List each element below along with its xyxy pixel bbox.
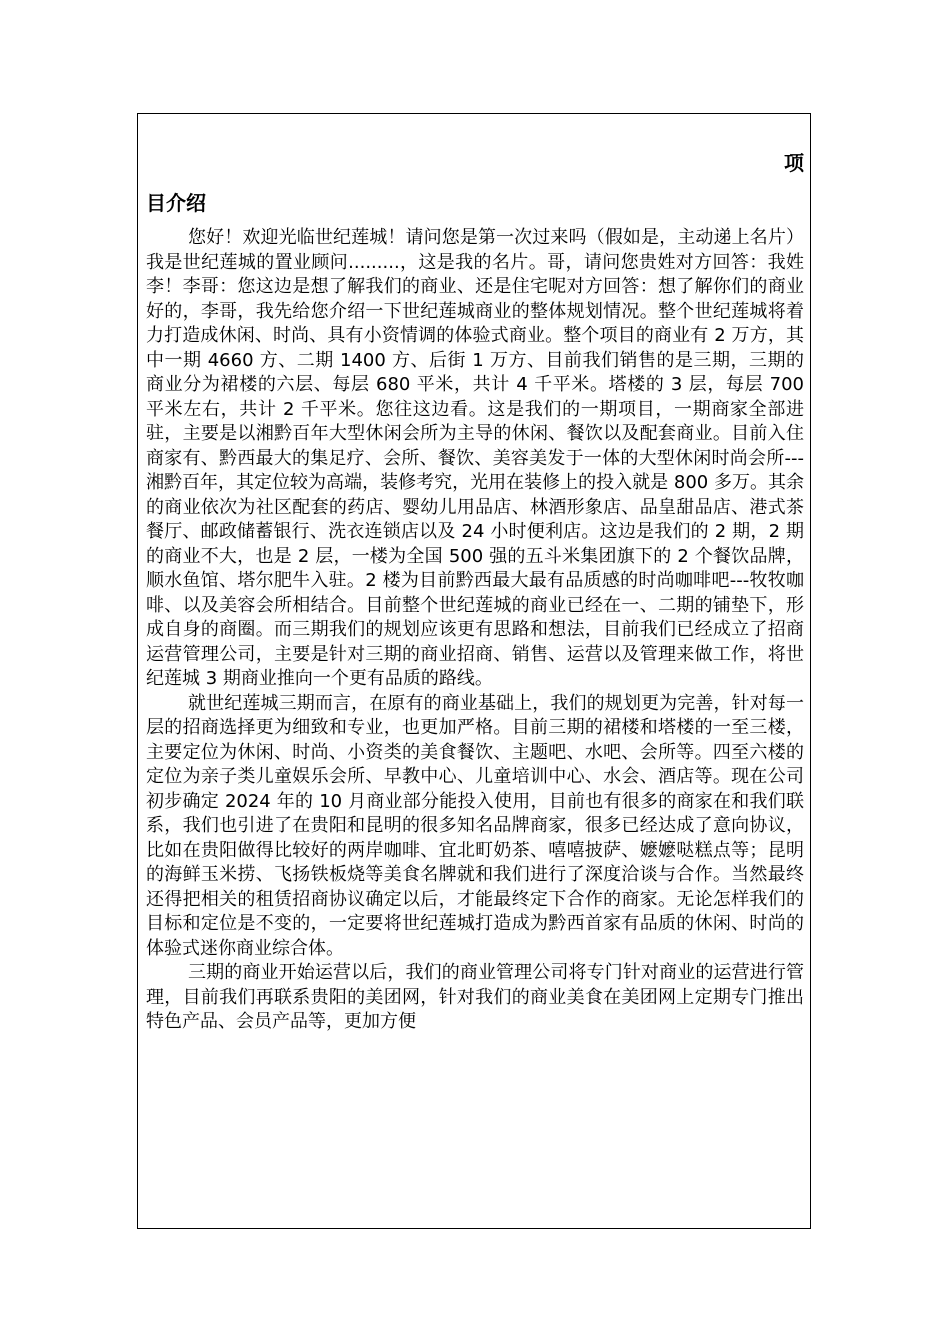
paragraph-intro: 您好！欢迎光临世纪莲城！请问您是第一次过来吗（假如是，主动递上名片）我是世纪莲城的置业顾问.........，这是我的名片。哥，请问您贵姓对方回答：我姓李！李哥：您这边是想了解我们的商业、还是住宅呢对方回答：想了解你们的商业好的，李哥，我先给您介绍一下世纪莲城商业的整体规划情况。整个世纪莲城将着力打造成休闲、时尚、具有小资情调的体验式商业。整个项目的商业有 2 万方，其中一期 4660 方、二期 1400 方、后街 1 万方、目前我们销售的是三期，三期的商业分为裙楼的六层、每层 680 平米，共计 4 千平米。塔楼的 3 层，每层 700 平米左右，共计 2 千平米。您往这边看。这是我们的一期项目，一期商家全部进驻，主要是以湘黔百年大型休闲会所为主导的休闲、餐饮以及配套商业。目前入住商家有、黔西最大的集足疗、会所、餐饮、美容美发于一体的大型休闲时尚会所---湘黔百年，其定位较为高端，装修考究，光用在装修上的投入就是 800 多万。其余的商业依次为社区配套的药店、婴幼儿用品店、林酒形象店、品皇甜品店、港式茶餐厅、邮政储蓄银行、洗衣连锁店以及 24 小时便利店。这边是我们的 2 期，2 期的商业不大，也是 2 层，一楼为全国 500 强的五斗米集团旗下的 2 个餐饮品牌，顺水鱼馆、塔尔肥牛入驻。2 楼为目前黔西最大最有品质感的时尚咖啡吧---牧牧咖啡、以及美容会所相结合。目前整个世纪莲城的商业已经在一、二期的铺垫下，形成自身的商圈。而三期我们的规划应该更有思路和想法，目前我们已经成立了招商运营管理公司，主要是针对三期的商业招商、销售、运营以及管理来做工作，将世纪莲城 3 期商业推向一个更有品质的路线。: [146, 227, 804, 689]
paragraph-phase-three: 就世纪莲城三期而言，在原有的商业基础上，我们的规划更为完善，针对每一层的招商选择更为细致和专业，也更加严格。目前三期的裙楼和塔楼的一至三楼，主要定位为休闲、时尚、小资类的美食餐饮、主题吧、水吧、会所等。四至六楼的定位为亲子类儿童娱乐会所、早教中心、儿童培训中心、水会、酒店等。现在公司初步确定 2024 年的 10 月商业部分能投入使用，目前也有很多的商家在和我们联系，我们也引进了在贵阳和昆明的很多知名品牌商家，很多已经达成了意向协议，比如在贵阳做得比较好的两岸咖啡、宜北町奶茶、嘻嘻披萨、嬷嬷哒糕点等；昆明的海鲜玉米捞、飞扬铁板烧等美食名牌就和我们进行了深度洽谈与合作。当然最终还得把相关的租赁招商协议确定以后，才能最终定下合作的商家。无论怎样我们的目标和定位是不变的，一定要将世纪莲城打造成为黔西首家有品质的休闲、时尚的体验式迷你商业综合体。: [146, 692, 804, 959]
document-title-part2: 目介绍: [146, 191, 206, 215]
document-page: [137, 113, 811, 1229]
document-title-part1: 项: [784, 151, 804, 175]
paragraph-operations: 三期的商业开始运营以后，我们的商业管理公司将专门针对商业的运营进行管理，目前我们再联系贵阳的美团网，针对我们的商业美食在美团网上定期专门推出特色产品、会员产品等，更加方便: [146, 962, 804, 1032]
document-content: [146, 148, 804, 1035]
